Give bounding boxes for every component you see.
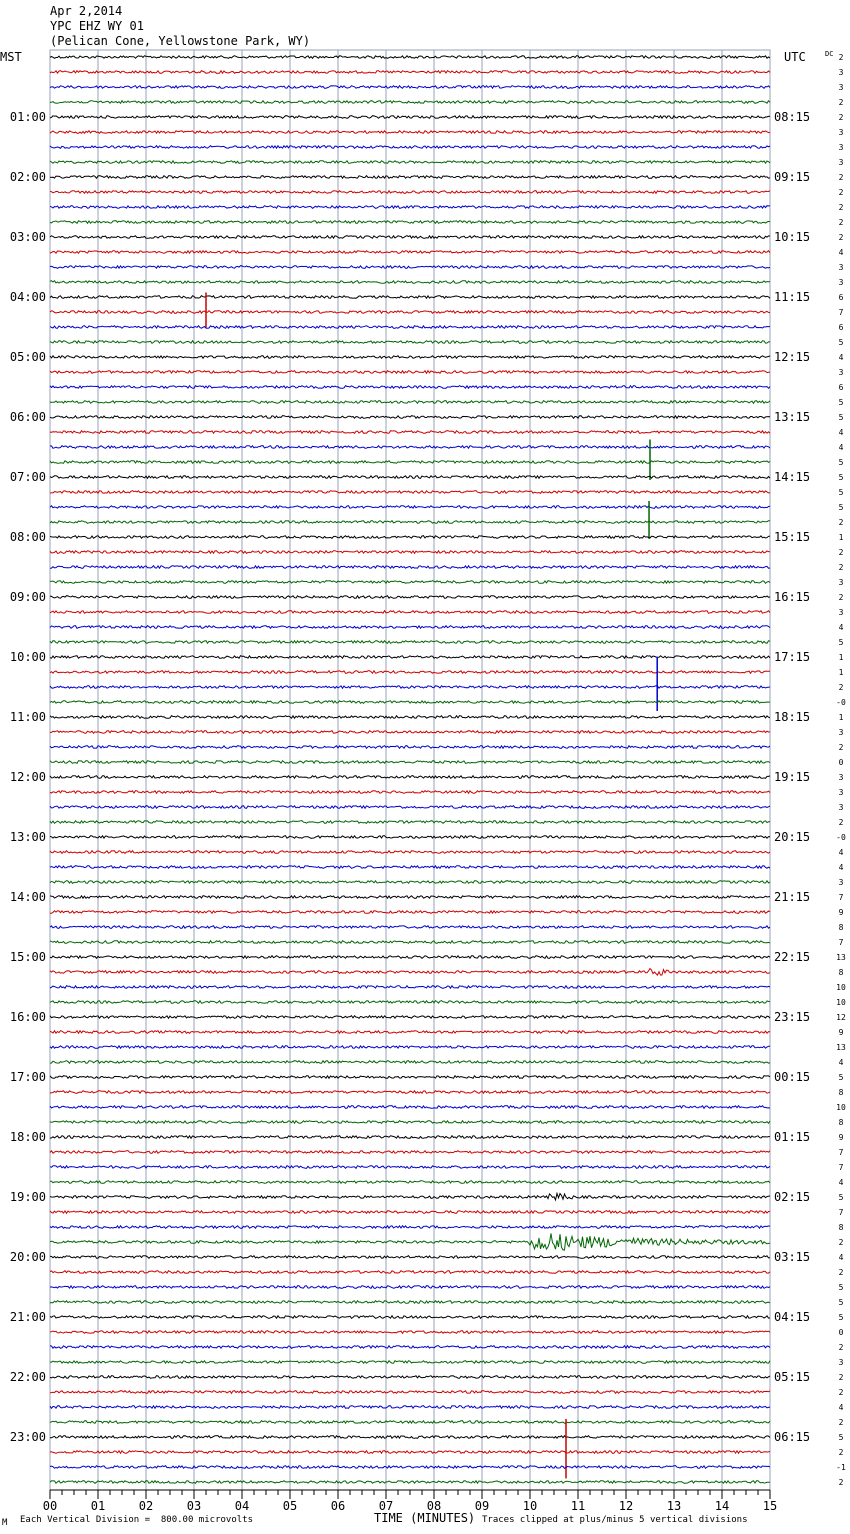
dc-offset-82: 5 bbox=[838, 1283, 844, 1292]
dc-header: DC bbox=[825, 50, 834, 58]
dc-offset-46: 2 bbox=[838, 743, 844, 752]
dc-offset-13: 4 bbox=[838, 248, 844, 257]
dc-offset-27: 5 bbox=[838, 458, 844, 467]
right-time-label: 22:15 bbox=[774, 950, 811, 964]
left-time-label: 10:00 bbox=[9, 650, 46, 664]
trace-row-87 bbox=[50, 1361, 770, 1364]
dc-offset-78: 8 bbox=[838, 1223, 844, 1232]
dc-offset-20: 4 bbox=[838, 353, 844, 362]
trace-row-56 bbox=[50, 896, 770, 899]
left-time-label: 11:00 bbox=[9, 710, 46, 724]
dc-offset-54: 4 bbox=[838, 863, 844, 872]
dc-offset-75: 4 bbox=[838, 1178, 844, 1187]
left-time-label: 09:00 bbox=[9, 590, 46, 604]
trace-row-91 bbox=[50, 1421, 770, 1424]
x-axis-title: TIME (MINUTES) bbox=[374, 1511, 476, 1525]
trace-row-84 bbox=[50, 1316, 770, 1319]
trace-row-13 bbox=[50, 251, 770, 254]
trace-row-73 bbox=[50, 1151, 770, 1154]
trace-row-52 bbox=[50, 836, 770, 839]
trace-row-48 bbox=[50, 776, 770, 779]
trace-row-69 bbox=[50, 1091, 770, 1094]
trace-row-23 bbox=[50, 401, 770, 404]
dc-offset-74: 7 bbox=[838, 1163, 844, 1172]
trace-row-7 bbox=[50, 161, 770, 164]
right-time-label: 23:15 bbox=[774, 1010, 811, 1024]
dc-offset-37: 3 bbox=[838, 608, 844, 617]
dc-offset-25: 4 bbox=[838, 428, 844, 437]
dc-offset-8: 2 bbox=[838, 173, 844, 182]
x-tick-label: 12 bbox=[618, 1499, 634, 1513]
trace-row-78 bbox=[50, 1226, 770, 1229]
right-time-label: 05:15 bbox=[774, 1370, 811, 1384]
left-time-label: 17:00 bbox=[9, 1070, 46, 1084]
dc-offset-1: 3 bbox=[838, 68, 844, 77]
trace-row-26 bbox=[50, 446, 770, 449]
trace-row-17 bbox=[50, 311, 770, 314]
trace-row-83 bbox=[50, 1301, 770, 1304]
dc-offset-68: 5 bbox=[838, 1073, 844, 1082]
corner-mark: M bbox=[2, 1518, 8, 1528]
dc-offset-60: 13 bbox=[836, 953, 846, 962]
left-time-label: 01:00 bbox=[9, 110, 46, 124]
dc-offset-72: 9 bbox=[838, 1133, 844, 1142]
left-time-label: 02:00 bbox=[9, 170, 46, 184]
trace-row-25 bbox=[50, 431, 770, 434]
dc-offset-6: 3 bbox=[838, 143, 844, 152]
dc-offset-12: 2 bbox=[838, 233, 844, 242]
trace-row-47 bbox=[50, 761, 770, 764]
trace-row-2 bbox=[50, 86, 770, 89]
left-time-label: 20:00 bbox=[9, 1250, 46, 1264]
right-time-label: 02:15 bbox=[774, 1190, 811, 1204]
dc-offset-9: 2 bbox=[838, 188, 844, 197]
dc-offset-22: 6 bbox=[838, 383, 844, 392]
trace-row-65 bbox=[50, 1031, 770, 1034]
dc-offset-29: 5 bbox=[838, 488, 844, 497]
dc-offset-2: 3 bbox=[838, 83, 844, 92]
dc-offset-59: 7 bbox=[838, 938, 844, 947]
right-time-label: 13:15 bbox=[774, 410, 811, 424]
left-time-label: 18:00 bbox=[9, 1130, 46, 1144]
trace-row-76 bbox=[50, 1193, 770, 1200]
right-time-label: 11:15 bbox=[774, 290, 811, 304]
dc-offset-45: 3 bbox=[838, 728, 844, 737]
trace-row-5 bbox=[50, 131, 770, 134]
trace-row-10 bbox=[50, 206, 770, 209]
dc-offset-80: 4 bbox=[838, 1253, 844, 1262]
right-time-label: 18:15 bbox=[774, 710, 811, 724]
dc-offset-90: 4 bbox=[838, 1403, 844, 1412]
trace-row-71 bbox=[50, 1121, 770, 1124]
station-location: (Pelican Cone, Yellowstone Park, WY) bbox=[50, 34, 311, 48]
dc-offset-76: 5 bbox=[838, 1193, 844, 1202]
trace-row-74 bbox=[50, 1166, 770, 1169]
dc-offset-17: 7 bbox=[838, 308, 844, 317]
left-time-label: 22:00 bbox=[9, 1370, 46, 1384]
left-time-label: 03:00 bbox=[9, 230, 46, 244]
trace-row-45 bbox=[50, 731, 770, 734]
trace-row-95 bbox=[50, 1481, 770, 1484]
x-tick-label: 02 bbox=[138, 1499, 154, 1513]
right-time-label: 19:15 bbox=[774, 770, 811, 784]
dc-offset-67: 4 bbox=[838, 1058, 844, 1067]
trace-row-53 bbox=[50, 851, 770, 854]
trace-row-33 bbox=[50, 551, 770, 554]
trace-row-81 bbox=[50, 1271, 770, 1274]
trace-row-32 bbox=[50, 536, 770, 539]
trace-row-6 bbox=[50, 146, 770, 149]
dc-offset-48: 3 bbox=[838, 773, 844, 782]
left-axis-label: MST bbox=[0, 50, 22, 64]
dc-offset-24: 5 bbox=[838, 413, 844, 422]
dc-offset-31: 2 bbox=[838, 518, 844, 527]
left-time-label: 23:00 bbox=[9, 1430, 46, 1444]
dc-offset-91: 2 bbox=[838, 1418, 844, 1427]
right-time-label: 15:15 bbox=[774, 530, 811, 544]
dc-offset-62: 10 bbox=[836, 983, 846, 992]
trace-row-92 bbox=[50, 1436, 770, 1439]
dc-offset-81: 2 bbox=[838, 1268, 844, 1277]
dc-offset-0: 2 bbox=[838, 53, 844, 62]
dc-offset-14: 3 bbox=[838, 263, 844, 272]
x-tick-label: 14 bbox=[714, 1499, 730, 1513]
trace-row-60 bbox=[50, 956, 770, 959]
dc-offset-32: 1 bbox=[838, 533, 844, 542]
trace-row-70 bbox=[50, 1106, 770, 1109]
dc-offset-7: 3 bbox=[838, 158, 844, 167]
x-tick-label: 03 bbox=[186, 1499, 202, 1513]
trace-row-82 bbox=[50, 1286, 770, 1289]
right-time-label: 01:15 bbox=[774, 1130, 811, 1144]
clip-note: Traces clipped at plus/minus 5 vertical divisions bbox=[482, 1515, 748, 1525]
dc-offset-50: 3 bbox=[838, 803, 844, 812]
trace-row-94 bbox=[50, 1466, 770, 1469]
trace-row-90 bbox=[50, 1406, 770, 1409]
x-tick-label: 07 bbox=[378, 1499, 394, 1513]
left-time-label: 04:00 bbox=[9, 290, 46, 304]
dc-offset-61: 8 bbox=[838, 968, 844, 977]
plot-date: Apr 2,2014 bbox=[50, 4, 123, 18]
left-time-label: 06:00 bbox=[9, 410, 46, 424]
left-time-label: 16:00 bbox=[9, 1010, 46, 1024]
trace-row-29 bbox=[50, 491, 770, 494]
trace-row-0 bbox=[50, 56, 770, 59]
x-tick-label: 08 bbox=[426, 1499, 442, 1513]
trace-row-14 bbox=[50, 266, 770, 269]
left-time-label: 12:00 bbox=[9, 770, 46, 784]
trace-row-57 bbox=[50, 911, 770, 914]
dc-offset-42: 2 bbox=[838, 683, 844, 692]
trace-row-38 bbox=[50, 626, 770, 629]
trace-row-54 bbox=[50, 866, 770, 869]
trace-row-77 bbox=[50, 1211, 770, 1214]
trace-row-36 bbox=[50, 596, 770, 599]
left-time-label: 05:00 bbox=[9, 350, 46, 364]
dc-offset-16: 6 bbox=[838, 293, 844, 302]
dc-offset-56: 7 bbox=[838, 893, 844, 902]
x-tick-label: 04 bbox=[234, 1499, 250, 1513]
trace-row-72 bbox=[50, 1136, 770, 1139]
x-tick-label: 09 bbox=[474, 1499, 490, 1513]
right-time-label: 09:15 bbox=[774, 170, 811, 184]
left-time-label: 21:00 bbox=[9, 1310, 46, 1324]
right-time-label: 04:15 bbox=[774, 1310, 811, 1324]
trace-row-28 bbox=[50, 476, 770, 479]
dc-offset-94: -1 bbox=[836, 1463, 846, 1472]
trace-rows bbox=[50, 56, 770, 1484]
x-tick-label: 01 bbox=[90, 1499, 106, 1513]
trace-row-4 bbox=[50, 116, 770, 119]
dc-offset-21: 3 bbox=[838, 368, 844, 377]
dc-offset-65: 9 bbox=[838, 1028, 844, 1037]
trace-row-43 bbox=[50, 701, 770, 704]
dc-offset-93: 2 bbox=[838, 1448, 844, 1457]
dc-offset-87: 3 bbox=[838, 1358, 844, 1367]
right-time-label: 17:15 bbox=[774, 650, 811, 664]
trace-row-42 bbox=[50, 686, 770, 689]
trace-row-80 bbox=[50, 1256, 770, 1259]
trace-row-19 bbox=[50, 341, 770, 344]
trace-row-27 bbox=[50, 461, 770, 464]
x-tick-label: 11 bbox=[570, 1499, 586, 1513]
dc-offset-3: 2 bbox=[838, 98, 844, 107]
trace-row-22 bbox=[50, 386, 770, 389]
dc-offset-38: 4 bbox=[838, 623, 844, 632]
trace-row-12 bbox=[50, 236, 770, 239]
trace-row-30 bbox=[50, 506, 770, 509]
trace-row-85 bbox=[50, 1331, 770, 1334]
trace-row-15 bbox=[50, 281, 770, 284]
dc-offset-77: 7 bbox=[838, 1208, 844, 1217]
dc-offset-11: 2 bbox=[838, 218, 844, 227]
dc-offset-26: 4 bbox=[838, 443, 844, 452]
dc-offset-41: 1 bbox=[838, 668, 844, 677]
trace-row-41 bbox=[50, 671, 770, 674]
dc-offset-34: 2 bbox=[838, 563, 844, 572]
trace-row-21 bbox=[50, 371, 770, 374]
dc-offset-79: 2 bbox=[838, 1238, 844, 1247]
right-time-label: 08:15 bbox=[774, 110, 811, 124]
dc-offset-95: 2 bbox=[838, 1478, 844, 1487]
x-tick-label: 13 bbox=[666, 1499, 682, 1513]
right-time-label: 21:15 bbox=[774, 890, 811, 904]
dc-offset-53: 4 bbox=[838, 848, 844, 857]
left-time-label: 08:00 bbox=[9, 530, 46, 544]
x-tick-label: 15 bbox=[762, 1499, 778, 1513]
trace-row-50 bbox=[50, 806, 770, 809]
trace-row-20 bbox=[50, 356, 770, 359]
station-code: YPC EHZ WY 01 bbox=[50, 19, 144, 33]
x-tick-label: 05 bbox=[282, 1499, 298, 1513]
dc-offset-23: 5 bbox=[838, 398, 844, 407]
dc-offset-35: 3 bbox=[838, 578, 844, 587]
trace-row-1 bbox=[50, 71, 770, 74]
dc-offset-66: 13 bbox=[836, 1043, 846, 1052]
trace-row-39 bbox=[50, 641, 770, 644]
right-time-label: 12:15 bbox=[774, 350, 811, 364]
dc-offset-49: 3 bbox=[838, 788, 844, 797]
trace-row-89 bbox=[50, 1391, 770, 1394]
trace-row-9 bbox=[50, 191, 770, 194]
right-time-label: 00:15 bbox=[774, 1070, 811, 1084]
dc-offset-15: 3 bbox=[838, 278, 844, 287]
x-tick-label: 10 bbox=[522, 1499, 538, 1513]
dc-offset-83: 5 bbox=[838, 1298, 844, 1307]
dc-offset-51: 2 bbox=[838, 818, 844, 827]
trace-row-61 bbox=[50, 969, 770, 976]
dc-offset-63: 10 bbox=[836, 998, 846, 1007]
dc-offset-33: 2 bbox=[838, 548, 844, 557]
trace-row-55 bbox=[50, 881, 770, 884]
left-time-label: 15:00 bbox=[9, 950, 46, 964]
dc-offset-84: 5 bbox=[838, 1313, 844, 1322]
x-axis bbox=[43, 1490, 777, 1513]
trace-row-59 bbox=[50, 941, 770, 944]
right-time-label: 20:15 bbox=[774, 830, 811, 844]
trace-row-63 bbox=[50, 1001, 770, 1004]
trace-row-67 bbox=[50, 1061, 770, 1064]
trace-row-66 bbox=[50, 1046, 770, 1049]
right-time-label: 16:15 bbox=[774, 590, 811, 604]
trace-row-3 bbox=[50, 101, 770, 104]
dc-offset-18: 6 bbox=[838, 323, 844, 332]
dc-offset-10: 2 bbox=[838, 203, 844, 212]
trace-row-37 bbox=[50, 611, 770, 614]
dc-offset-70: 10 bbox=[836, 1103, 846, 1112]
trace-row-62 bbox=[50, 986, 770, 989]
trace-row-93 bbox=[50, 1451, 770, 1454]
left-time-label: 13:00 bbox=[9, 830, 46, 844]
left-time-label: 19:00 bbox=[9, 1190, 46, 1204]
trace-row-40 bbox=[50, 656, 770, 659]
trace-row-75 bbox=[50, 1181, 770, 1184]
dc-offset-4: 2 bbox=[838, 113, 844, 122]
trace-row-35 bbox=[50, 581, 770, 584]
trace-row-31 bbox=[50, 521, 770, 524]
x-tick-label: 06 bbox=[330, 1499, 346, 1513]
dc-offset-73: 7 bbox=[838, 1148, 844, 1157]
dc-offset-92: 5 bbox=[838, 1433, 844, 1442]
trace-row-8 bbox=[50, 176, 770, 179]
trace-row-44 bbox=[50, 716, 770, 719]
dc-offset-64: 12 bbox=[836, 1013, 846, 1022]
dc-offset-89: 2 bbox=[838, 1388, 844, 1397]
dc-offset-5: 3 bbox=[838, 128, 844, 137]
dc-offset-88: 2 bbox=[838, 1373, 844, 1382]
trace-row-79 bbox=[50, 1233, 770, 1250]
right-axis-label: UTC bbox=[784, 50, 806, 64]
trace-row-51 bbox=[50, 821, 770, 824]
trace-row-58 bbox=[50, 926, 770, 929]
right-time-label: 06:15 bbox=[774, 1430, 811, 1444]
dc-offset-55: 3 bbox=[838, 878, 844, 887]
dc-offset-86: 2 bbox=[838, 1343, 844, 1352]
dc-offset-58: 8 bbox=[838, 923, 844, 932]
dc-offset-44: 1 bbox=[838, 713, 844, 722]
dc-offset-47: 0 bbox=[838, 758, 844, 767]
trace-row-88 bbox=[50, 1376, 770, 1379]
scale-note: Each Vertical Division = 800.00 microvolts bbox=[20, 1515, 253, 1525]
trace-row-18 bbox=[50, 326, 770, 329]
trace-row-34 bbox=[50, 566, 770, 569]
x-tick-label: 00 bbox=[42, 1499, 58, 1513]
trace-row-64 bbox=[50, 1016, 770, 1019]
dc-offset-30: 5 bbox=[838, 503, 844, 512]
dc-offset-40: 1 bbox=[838, 653, 844, 662]
dc-offset-52: -0 bbox=[836, 833, 846, 842]
right-time-label: 03:15 bbox=[774, 1250, 811, 1264]
dc-offset-19: 5 bbox=[838, 338, 844, 347]
dc-offset-71: 8 bbox=[838, 1118, 844, 1127]
trace-row-24 bbox=[50, 416, 770, 419]
right-time-label: 10:15 bbox=[774, 230, 811, 244]
right-time-label: 14:15 bbox=[774, 470, 811, 484]
dc-offset-39: 5 bbox=[838, 638, 844, 647]
dc-offset-69: 8 bbox=[838, 1088, 844, 1097]
trace-row-46 bbox=[50, 746, 770, 749]
dc-offset-43: -0 bbox=[836, 698, 846, 707]
trace-row-49 bbox=[50, 791, 770, 794]
left-time-label: 07:00 bbox=[9, 470, 46, 484]
dc-offset-28: 5 bbox=[838, 473, 844, 482]
trace-row-16 bbox=[50, 296, 770, 299]
dc-offset-57: 9 bbox=[838, 908, 844, 917]
trace-row-68 bbox=[50, 1076, 770, 1079]
trace-row-86 bbox=[50, 1346, 770, 1349]
left-time-label: 14:00 bbox=[9, 890, 46, 904]
dc-offset-36: 2 bbox=[838, 593, 844, 602]
dc-offset-85: 0 bbox=[838, 1328, 844, 1337]
trace-row-11 bbox=[50, 221, 770, 224]
